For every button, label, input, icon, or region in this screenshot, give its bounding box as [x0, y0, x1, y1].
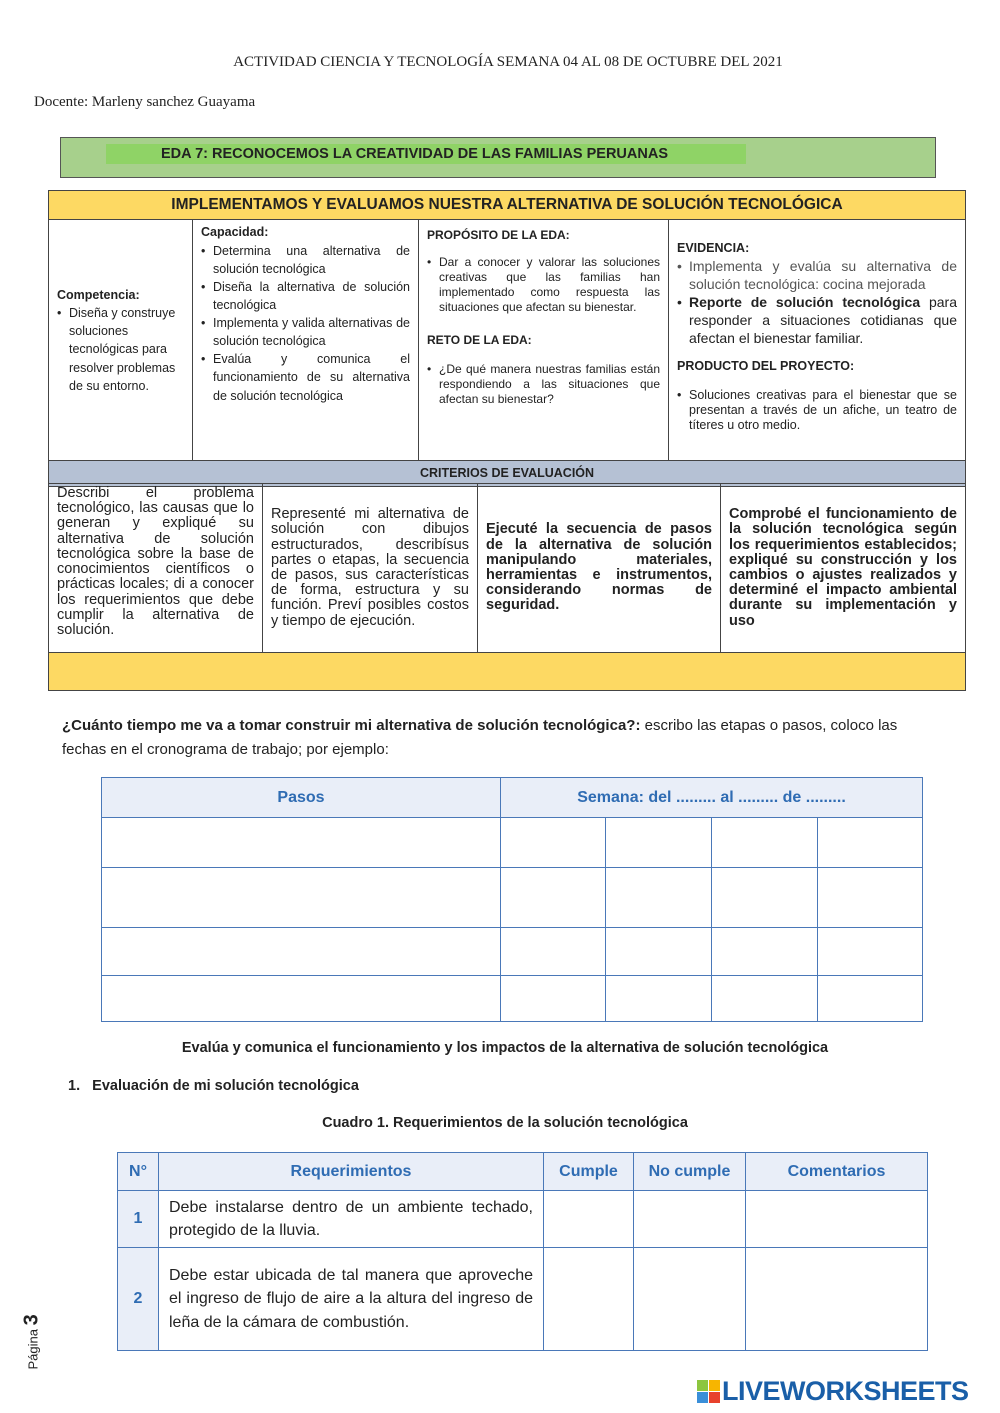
- no-cumple-cell[interactable]: [634, 1191, 746, 1248]
- col-pasos: Pasos: [102, 778, 501, 818]
- capacidad-item: • Evalúa y comunica el funcionamiento de su alternativa de solución tecnológica: [201, 350, 410, 404]
- capacidad-item: • Determina una alternativa de solución tecnológica: [201, 242, 410, 278]
- table-caption: [0, 1115, 1000, 1131]
- reto-text: • ¿De qué manera nuestras familias están respondiendo a las situaciones que afectan su bienestar?: [427, 362, 660, 407]
- evidencia-bold: Reporte de solución tecnológica: [689, 294, 921, 311]
- table-row: [118, 1191, 928, 1248]
- row-number: 1: [118, 1191, 159, 1248]
- schedule-cell[interactable]: [102, 868, 501, 928]
- criterio-4: Comprobé el funcionamiento de la solución tecnológica según los requerimientos establecidos; expliqué su construcción y los cambios o ajustes realizados y determiné el impacto ambiental durante su implementación y uso: [721, 484, 966, 653]
- subsection-heading: 1. Evaluación de mi solución tecnológica: [68, 1078, 359, 1094]
- question-bold: ¿Cuánto tiempo me va a tomar construir mi alternativa de solución tecnológica?:: [62, 717, 641, 734]
- criterio-2: Representé mi alternativa de solución con dibujos estructurados, describísus partes o etapas, la secuencia de pasos, sus características de forma, estructura y su función. Preví posibles costos y tiempo de ejecución.: [263, 484, 478, 653]
- schedule-cell[interactable]: [102, 818, 501, 868]
- evidencia-label: EVIDENCIA:: [677, 241, 750, 256]
- criterios-header: CRITERIOS DE EVALUACIÓN: [49, 461, 966, 486]
- col-semana: Semana: del ......... al ......... de .........: [501, 778, 923, 818]
- question-rest: escribo las etapas o pasos, coloco las fechas en el cronograma de trabajo; por ejemplo:: [62, 717, 898, 758]
- row-number: 2: [118, 1248, 159, 1351]
- cumple-cell[interactable]: [544, 1191, 634, 1248]
- criterio-1: Describi el problema tecnológico, las causas que lo generan y expliqué su alternativa de solución tecnológica sobre la base de conocimientos científicos o prácticas locales; di a conocer los requerimientos que debe cumplir la alternativa de solución.: [49, 484, 263, 653]
- schedule-cell[interactable]: [102, 976, 501, 1022]
- schedule-cell[interactable]: [501, 868, 606, 928]
- section-heading: Evalúa y comunica el funcionamiento y los impactos de la alternativa de solución tecnológica: [181, 1040, 829, 1056]
- reto-label: RETO DE LA EDA:: [427, 333, 532, 348]
- schedule-table: [101, 777, 923, 1022]
- schedule-cell[interactable]: [606, 868, 712, 928]
- page-number-value: 3: [20, 1314, 43, 1326]
- col-no-cumple: No cumple: [634, 1153, 746, 1191]
- logo-icon: [697, 1380, 720, 1403]
- evidencia-cell: [669, 220, 966, 461]
- capacidad-label: Capacidad:: [201, 225, 269, 240]
- proposito-cell: [419, 220, 669, 461]
- schedule-cell[interactable]: [818, 928, 923, 976]
- evidencia-item: [677, 293, 957, 348]
- competencia-item: • Diseña y construye soluciones tecnológicas para resolver problemas de su entorno.: [57, 304, 184, 395]
- eda-summary-table: [48, 190, 966, 487]
- criterios-table: [48, 483, 966, 691]
- schedule-cell[interactable]: [606, 976, 712, 1022]
- logo-text: LIVEWORKSHEETS: [722, 1376, 969, 1406]
- schedule-cell[interactable]: [501, 928, 606, 976]
- caption-bold: Cuadro 1: [322, 1115, 385, 1131]
- producto-text: • Soluciones creativas para el bienestar que se presentan a través de un afiche, un teatro de títeres u otro medio.: [677, 388, 957, 433]
- eda-title: EDA 7: RECONOCEMOS LA CREATIVIDAD DE LAS FAMILIAS PERUANAS: [106, 144, 746, 164]
- schedule-cell[interactable]: [818, 868, 923, 928]
- page-number: [21, 1290, 44, 1370]
- schedule-cell[interactable]: [818, 976, 923, 1022]
- liveworksheets-logo: [697, 1376, 969, 1407]
- requirements-table: [117, 1152, 928, 1351]
- schedule-cell[interactable]: [501, 818, 606, 868]
- comentarios-cell[interactable]: [746, 1248, 928, 1351]
- evidencia-rest: para responder a situaciones cotidianas que afectan el bienestar familiar.: [689, 294, 957, 347]
- capacidad-item: • Implementa y valida alternativas de solución tecnológica: [201, 314, 410, 350]
- col-requirements: Requerimientos: [159, 1153, 544, 1191]
- caption-rest: . Requerimientos de la solución tecnológica: [384, 1115, 688, 1131]
- schedule-cell[interactable]: [712, 868, 818, 928]
- schedule-cell[interactable]: [606, 928, 712, 976]
- proposito-label: PROPÓSITO DE LA EDA:: [427, 228, 570, 243]
- evidencia-item: • Implementa y evalúa su alternativa de solución tecnológica: cocina mejorada: [677, 257, 957, 293]
- document-title: ACTIVIDAD CIENCIA Y TECNOLOGÍA SEMANA 04 AL 08 DE OCTUBRE DEL 2021: [233, 54, 783, 70]
- teacher-name: Docente: Marleny sanchez Guayama: [34, 94, 256, 110]
- schedule-question: [62, 714, 942, 762]
- schedule-cell[interactable]: [501, 976, 606, 1022]
- table-title: IMPLEMENTAMOS Y EVALUAMOS NUESTRA ALTERNATIVA DE SOLUCIÓN TECNOLÓGICA: [49, 191, 966, 220]
- requirement-text: Debe instalarse dentro de un ambiente techado, protegido de la lluvia.: [159, 1191, 544, 1248]
- proposito-text: • Dar a conocer y valorar las soluciones creativas que las familias han implementado como respuesta las situaciones que afectan su bienestar.: [427, 255, 660, 315]
- cumple-cell[interactable]: [544, 1248, 634, 1351]
- no-cumple-cell[interactable]: [634, 1248, 746, 1351]
- comentarios-cell[interactable]: [746, 1191, 928, 1248]
- schedule-cell[interactable]: [712, 928, 818, 976]
- table-row: [118, 1248, 928, 1351]
- competencia-cell: [49, 220, 193, 461]
- competencia-label: Competencia:: [57, 288, 140, 303]
- criterio-3: Ejecuté la secuencia de pasos de la alternativa de solución manipulando materiales, herramientas e instrumentos, considerando normas de seguridad.: [478, 484, 721, 653]
- col-cumple: Cumple: [544, 1153, 634, 1191]
- schedule-cell[interactable]: [712, 976, 818, 1022]
- capacidad-item: • Diseña la alternativa de solución tecnológica: [201, 278, 410, 314]
- yellow-footer-row: [49, 653, 966, 691]
- schedule-cell[interactable]: [606, 818, 712, 868]
- eda-banner: [60, 137, 936, 178]
- schedule-cell[interactable]: [102, 928, 501, 976]
- schedule-cell[interactable]: [712, 818, 818, 868]
- requirement-text: Debe estar ubicada de tal manera que aproveche el ingreso de flujo de aire a la altura del ingreso de leña de la cámara de combustión.: [159, 1248, 544, 1351]
- capacidad-cell: [193, 220, 419, 461]
- page-label: Página: [25, 1329, 41, 1370]
- producto-label: PRODUCTO DEL PROYECTO:: [677, 358, 855, 373]
- col-comentarios: Comentarios: [746, 1153, 928, 1191]
- col-number: N°: [118, 1153, 159, 1191]
- schedule-cell[interactable]: [818, 818, 923, 868]
